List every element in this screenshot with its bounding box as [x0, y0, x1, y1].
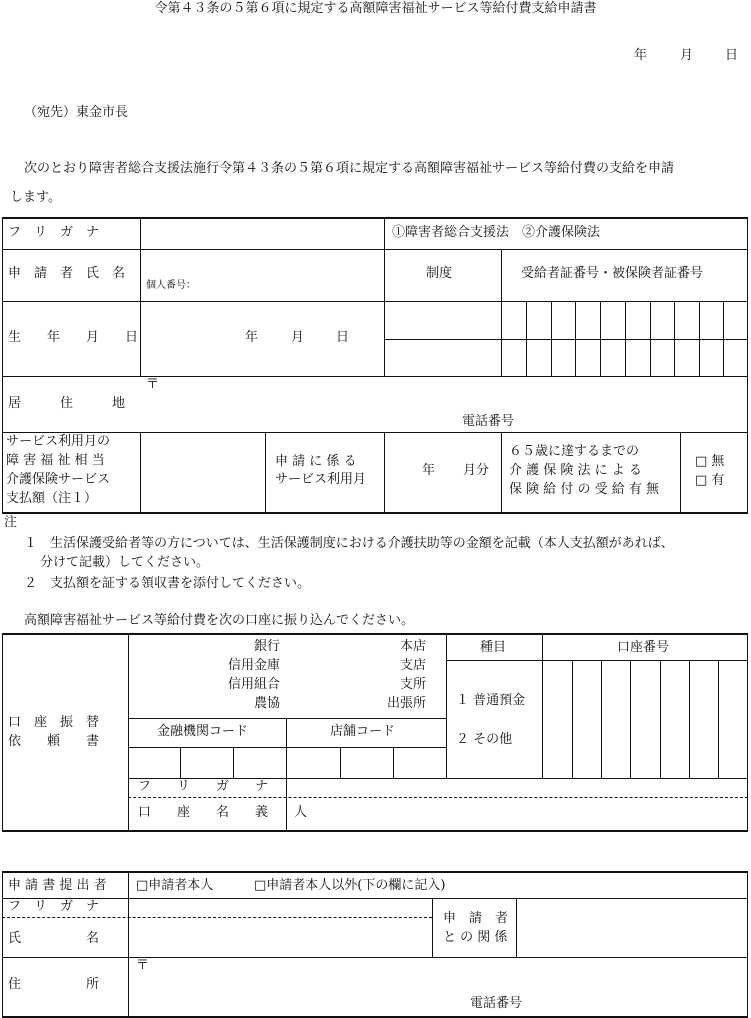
age65-label-l1: ６５歳に達するまでの	[509, 444, 640, 459]
type-option-1: １ 普通預金	[456, 693, 526, 708]
relation-label-l2: と の 関 係	[443, 930, 508, 945]
payment-label-l3: 介護保険サービス	[6, 472, 111, 487]
transfer-label-l2: 依 頼 書	[8, 734, 100, 749]
option-yes-checkbox[interactable]: □ 有	[695, 473, 725, 488]
page-title: 令第４３条の５第６項に規定する高額障害福祉サービス等給付費支給申請書	[154, 1, 597, 16]
branch-shisho: 支所	[399, 677, 426, 692]
date-day-label: 日	[725, 48, 739, 63]
system-label: 制度	[426, 266, 453, 281]
recipient-number-label: 受給者証番号・被保険者証番号	[521, 266, 704, 281]
intro-line-1: 次のとおり障害者総合支援法施行令第４３条の５第６項に規定する高額障害福祉サービス等給付費の支給を申請	[24, 161, 675, 176]
branch-main: 本店	[399, 639, 426, 654]
inst-kumiai: 信用組合	[227, 677, 280, 692]
payment-label-l2: 障 害 福 祉 相 当	[6, 453, 105, 468]
date-month-label: 月	[680, 48, 694, 63]
account-number-label: 口座番号	[617, 640, 670, 655]
address-label: 居 住 地	[8, 396, 126, 411]
type-label: 種目	[480, 640, 507, 655]
age65-label-l2: 介 護 保 険 法 に よ る	[509, 463, 642, 478]
submitter-label: 申 請 書 提 出 者	[8, 878, 107, 893]
ym-year-label: 年	[422, 463, 436, 478]
submitter-self-checkbox[interactable]: □申請者本人	[136, 878, 214, 893]
intro-line-2: します。	[10, 190, 61, 205]
birth-month-label: 月	[291, 330, 305, 345]
notes-heading: 注	[4, 515, 18, 530]
inst-shinkin: 信用金庫	[227, 658, 280, 673]
law-options: ①障害者総合支援法 ②介護保険法	[392, 225, 601, 240]
birth-year-label: 年	[245, 330, 259, 345]
service-month-label-l2: サービス利用月	[275, 472, 367, 487]
birth-day-label: 日	[336, 330, 350, 345]
birthdate-label: 生 年 月 日	[8, 330, 139, 345]
ym-month-label: 月分	[463, 463, 490, 478]
branch-code-label: 店舗コード	[330, 724, 396, 739]
note-1-line-1: １ 生活保護受給者等の方については、生活保護制度における介護扶助等の金額を記載（本人支払額があれば、	[24, 536, 674, 551]
submitter-furigana-label: フ リ ガ ナ	[8, 899, 100, 914]
submitter-name-label: 氏 名	[8, 931, 100, 946]
branch-shiten: 支店	[399, 658, 426, 673]
option-none-checkbox[interactable]: □ 無	[695, 454, 725, 469]
inst-bank: 銀行	[253, 639, 280, 654]
personal-number-label: 個人番号：	[146, 280, 196, 291]
submitter-other-checkbox[interactable]: □申請者本人以外(下の欄に記入)	[254, 878, 446, 893]
payment-label-l4: 支払額（注１）	[6, 491, 98, 506]
holder-label: 口 座 名 義 人	[138, 805, 308, 820]
inst-nokyo: 農協	[253, 696, 280, 711]
furigana-label: フ リ ガ ナ	[8, 225, 100, 240]
submitter-phone-label: 電話番号	[470, 996, 523, 1011]
note-1-line-2: 分けて記載）してください。	[40, 555, 210, 570]
branch-shuchojo: 出張所	[386, 696, 426, 711]
holder-furigana-label: フ リ ガ ナ	[138, 779, 269, 794]
inst-code-label: 金融機関コード	[157, 724, 249, 739]
bank-intro: 高額障害福祉サービス等給付費を次の口座に振り込んでください。	[24, 613, 415, 628]
submitter-address-label: 住 所	[8, 977, 100, 992]
service-month-label-l1: 申 請 に 係 る	[275, 454, 357, 469]
date-year-label: 年	[634, 48, 648, 63]
transfer-label-l1: 口 座 振 替	[8, 715, 100, 730]
type-option-2: ２ その他	[456, 732, 513, 747]
relation-label-l1: 申 請 者	[443, 911, 509, 926]
addressee: （宛先）東金市長	[24, 105, 129, 120]
postal-mark: 〒	[146, 377, 160, 392]
note-2: ２ 支払額を証する領収書を添付してください。	[24, 576, 311, 591]
age65-label-l3: 保 険 給 付 の 受 給 有 無	[509, 482, 660, 497]
submitter-postal-mark: 〒	[136, 958, 150, 973]
phone-label: 電話番号	[462, 414, 515, 429]
payment-label-l1: サービス利用月の	[6, 434, 111, 449]
applicant-name-label: 申 請 者 氏 名	[8, 266, 126, 281]
